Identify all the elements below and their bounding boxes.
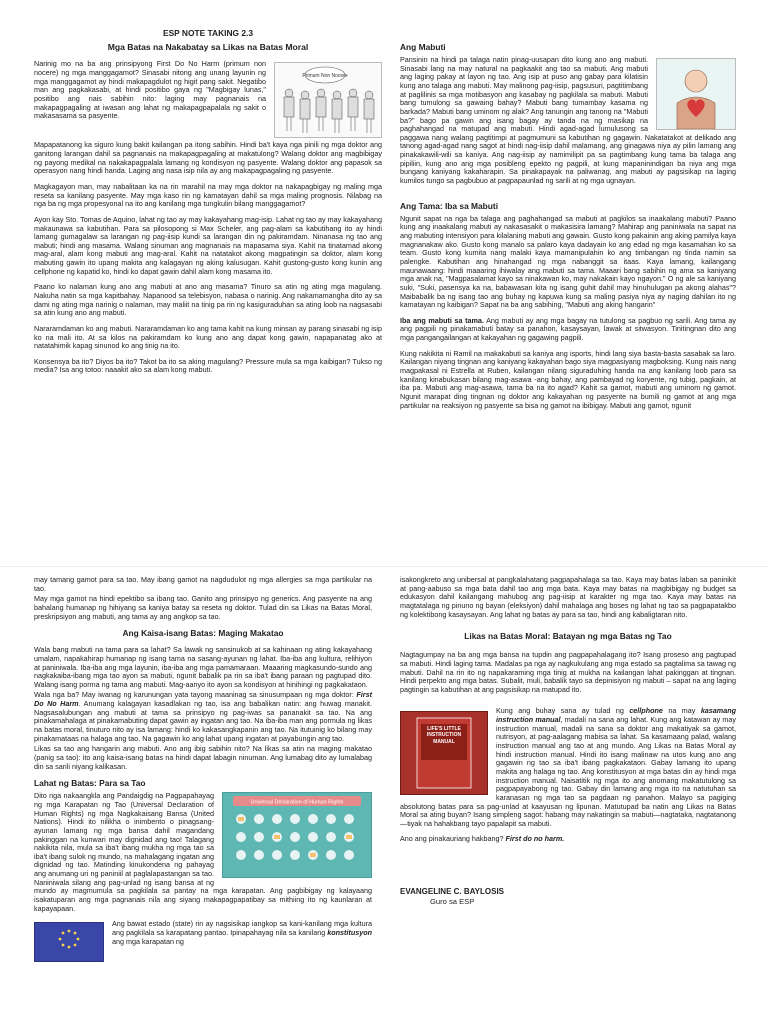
top-right-column: [400, 42, 736, 417]
doc-subtitle: Mga Batas na Nakabatay sa Likas na Batas Moral: [107, 42, 309, 53]
paragraph: Mapapatanong ka siguro kung bakit kailangan pa itong sabihin. Hindi ba't kaya nga pinili ng mga doktor ang ganitong larangan dahil sa pagnanais na makapagpagaling at makatulong? Walang doktor ang magbibigay ng payong medikal na nakakapagpalala lamang ng kondisyon ng pasyente. Walang doktor ang papasok sa operasyon nang hindi handa. Laging ang nasa isip nila ay ang makapagpagaling ng pasyente.: [34, 140, 382, 176]
bold-phrase: kasamang instruction manual: [496, 706, 736, 725]
udhr-infographic: [223, 793, 371, 877]
cartoon-image: [274, 62, 382, 138]
paragraph: Ayon kay Sto. Tomas de Aquino, lahat ng tao ay may kakayahang mag-isip. Lahat ng tao ay may kakayahang makaunawa sa kabutihan. Para sa pilosopong si Max Scheler, ang pag-alam sa kabutihang ito ay hindi lamang gumagalaw sa larangan ng pag-iisip kundi sa larangan din ng pakiramdam. Ninanasa ng tao ang mabuti; hindi ang masama. Walang sinuman ang magnanais na mapasama siya. Kahit na tinatamad akong mag-aral, alam kong mabuti ang mag-aral. Kahit na natatakot akong magpatingin sa doktor, alam kong mabuting gawin ito upang makita ang kalagayan ng aking kalusugan. Kahit gustong-gusto kong kunin ang cellphone ng kapatid ko, hindi ko dapat gawin dahil alam kong masama ito.: [34, 214, 382, 276]
bold-phrase: First do no harm.: [505, 834, 565, 844]
book-image: [400, 711, 488, 795]
paragraph-text: , madali na sana ang lahat. Kung ang katawan ay may instruction manual, madali na sana sa doktor ang makatiyak sa gamot, nutrisyon, at pag-aalagang mabisa sa lahat. Sa kasamaang palad, walang instruction manual ang tao at ang mundo. Ang Likas na Batas Moral ay hindi instruction manual. Hindi ito isang malinaw na utos kung ano ang gagawin ng tao sa iba't ibang pagkakataon. Gabay lamang ito upang makita ang halaga ng tao. Ang konstitusyon at mga batas din ay hindi mga instruction manual. Naisatitik ng mga ito ang anomang makatutulong sa pagpapayabong ng tao. Gabay din lamang ang mga ito na natutuhan sa karanasan ng mga tao sa pagdaan ng panahon. Malayo sa pagiging absolutong batas para sa pag-unlad at kaayusan ng lipunan. Matutupad ba natin ang Likas na Batas Moral sa ating buyan? Isang simpleng sagot: habang may nakatingin sa mabuti—nagtataka, nagtatanong—tiyak na hahakbang tayo papalapit sa mabuti.: [400, 715, 737, 828]
bottom-right-column: [400, 576, 736, 906]
paragraph: Nagtagumpay na ba ang mga bansa na tupdin ang pagpapahalagang ito? Isang proseso ang pagtupad sa mabuti. Hindi laging tama. Madalas pa nga ay nagkukulang ang mga estado sa pagtalima sa tawag ng mabuti. Dahil na rin ito ng napakaraming mga tinig at mukha na kailangan lahat pakinggan at tingnan. Hindi perpekto ang mga batas. Subalit, muli, babalik tayo sa depinisiyon ng mabuti – sapat na ang laging pagtingin sa kabutihan at ang pagsisikap na matupad ito.: [400, 650, 736, 694]
doc-title: ESP NOTE TAKING 2.3: [163, 28, 253, 38]
paragraph-text: . Anumang kalagayan kasadlakan ng tao, isa ang babalikan natin: ang huwag manakit. Nagsasalubungan ang mabuti at tama sa prinsipyo ng pag-iwas sa pananakit sa tao. Na ang pinakamahalaga at pinakamabuting dapat gawin ay ingatan ang tao. Na iba-iba man ang pormula ng likas na batas moral, tinuturo nito ay isa lamang: hindi ko kakasangkapanin ang tao. Na itutuinig ko bilang may pinakamataas na halaga ang tao. Na gagawin ko ang lahat upang ingatan at payabungin ang tao.: [34, 699, 372, 743]
flag-icon: [35, 923, 103, 961]
paragraph-text: Wala nga ba? May iwanag ng karunungan yata tayong maaninag sa sinusumpaan ng mga doktor:: [34, 690, 357, 700]
section-heading: Lahat ng Batas: Para sa Tao: [34, 778, 146, 789]
paragraph: [34, 691, 372, 743]
paragraph: Konsensya ba ito? Diyos ba ito? Takot ba ito sa aking magulang? Pressure mula sa mga kaibigan? Tukso ng media? Isa ang totoo: naaakit ako sa alam kong mabuti.: [34, 356, 382, 375]
author-role: Guro sa ESP: [430, 896, 475, 906]
paragraph: Magkagayon man, may nabalitaan ka na rin marahil na may mga doktor na nakapagbigay ng maling mga reseta sa kanilang pasyente. May mga kaso rin ng kamatayan dahil sa mga maling prognosis. Nilabag na nga ba ng mga propesyonal na ito ang kanilang mga tungkulin bilang manggagamot?: [34, 181, 382, 209]
paragraph: Nararamdaman ko ang mabuti. Nararamdaman ko ang tama kahit na kung minsan ay parang sinasabi ng isip ko na mali ito. At sa kilos na pakiramdam ko kung ano ang dapat kong gawin, napapanatag ako at natatahimik kapag sinunod ko ang tinig na ito.: [34, 323, 382, 351]
book-title: LIFE'S LITTLE INSTRUCTION MANUAL: [426, 726, 462, 745]
paragraph: Pansinin na hindi pa talaga natin pinag-uusapan dito kung ano ang mabuti. Sinasabi lang na may natural na pagkaakit ang tao sa mabuti. Ang mabuti ang laging pakay at layon ng tao. Ang isip at puso ang gabay para kilatisin kung ano talaga ang mabuti. May malinong pag-iisip, pagsusuri, pagtitimbang at paglilinis sa mga motibasyon ang kasabay ng pagkilala sa mabuti. Mabuti bang tumulong sa gawaing bahay? Mabuti bang tumambay kasama ng barkada? Mabuti bang uminom ng alak? Ang tanungin ang tanong na "Mabuti ba?" bago pa gawin ang isang bagay ay tanda na ng masikap na paghahangad na matupad ang mabuti. Hindi agad-agad lumulusong sa paggawa nang walang pagtitimpi at pagmumuni sa kabutihan ng gagawin. Nakatatakot at delikado ang tanong agad-agad nang sagot at hindi nag-iisip dahil malamang, ang ginagawa niya ay pilin lamang ang pinakakawili-wili sa kaniya. Ang nag-iisip ay namimilipit pa sa pagtimbang kung tama ba talaga ang pipiliin, kung ano ang mga posibleng epekto ng pagpili, at kung mapaninindigan ba niya ang mga bungang kaniyang kakaharapin. Sa pinakapayak na paliwanag, ang mabuti ay pagsisikap na laging kumilos tungo sa pagbubuo at pagpapaunlad ng sarili at ng mga ugnayan.: [400, 55, 736, 186]
doctors-illustration: [275, 63, 381, 137]
udhr-title: Universal Declaration of Human Rights: [250, 799, 344, 806]
top-left-column: [34, 28, 382, 382]
cartoon-caption: Primum Non Nocere: [302, 73, 348, 80]
paragraph-text: na may: [662, 706, 701, 716]
paragraph: Kung nakikita ni Ramil na makakabuti sa kaniya ang isports, hindi lang siya basta-basta sasabak sa laro. Kailangan niyang tingnan ang kaniyang kakayahan bago siya magpasiyang magboksing. Kung nais nang magpakasal ni Estrella at Ruben, kailangan nilang siguraduhing handa na ang kanilang loob para sa kanilang kinabukasan bilang mag-asawa -ang bahay, ang pambayad ng koryente, ng tubig, pagkain, at iba pa. Mabuti ang mag-asawa, tama ba na ito agad? Kahit sa gamot, mabuti ang uminom ng gamot. Ngunit marapat ding tingnan ng doktor ang kakayahan ng pasyente na bumili ng gamot at ang mga partikular na reaksiyon ng pasyente sa bisa ng gamot na ibibigay. Mabuti ang gamot, ngunit: [400, 348, 736, 410]
instruction-manual-book: [401, 712, 487, 794]
bold-phrase: cellphone: [629, 706, 663, 716]
paragraph: Dito nga nakaangkla ang Pandaigdig na Pagpapahayag ng mga Karapatan ng Tao (Universal Declaration of Human Rights) ng mga Nagkakaisang Bansa (United Nations). Hindi ito nilikha o inimbento o pinagsang-ayunan lamang ng mga bansa dahil magandang pakinggan na kunwari may dignidad ang tao! Talagang nakikita nila, mula sa iba't ibang mukha ng mga tao sa iba't ibang sulok ng mundo, na mahalagang ingatan ang dignidad ng tao. Matinding kinukondena ng pahayag ang anumang uri ng paniniil at paglalapastangan sa tao. Naniniwala silang ang pag-unlad ng isang bansa at ng mundo ay magmumula sa pagkilala sa pantay na mga karapatan. Ang pagbibigay ng kalayaang isakatuparan ang mga pagnanais nila ang siyang makapagpapatibay sa mithiing ito ng kaunlaran at kapayapaan.: [34, 791, 372, 913]
heart-image: [656, 58, 736, 130]
page-divider: [0, 566, 768, 567]
section-heading: Ang Tama: Iba sa Mabuti: [400, 200, 499, 211]
closing-question: [400, 835, 736, 844]
paragraph-text: Ano ang pinakauriang hakbang?: [400, 834, 506, 844]
paragraph: Paano ko nalaman kung ano ang mabuti at ano ang masama? Tinuro sa atin ng ating mga magulang. Nakuha natin sa mga kapitbahay. Napanood sa telebisyon, nabasa o narinig. Ang nakamamangha dito ay sa dami ng ating mga narinig o nalaman, may maliit na tinig pa rin ng kasiguraduhan sa ating loob na nagsasabi sa atin kung ano ang mabuti.: [34, 282, 382, 318]
paragraph: Wala bang mabuti na tama para sa lahat? Sa lawak ng sansinukob at sa kahinaan ng ating kakayahang umalam, napakahirap humanap ng isang tama na sasang-ayunan ng lahat. Iba-iba ang kultura, relihiyon at paniniwala. Iba-iba ang mga layunin, iba-iba ang mga pamamaraan. Maaaring magkasundo-sundo ang nagkakaiba-ibang mga tao ayon sa mabuti, ngunit babalik pa rin sa iba't ibang paraan ng pagtupad dito. Walang isang porma ng tama ang mabuti. Mag-aanyo ito ayon sa kondisyon at hinihingi ng pagkakataon.: [34, 645, 372, 689]
paragraph-text: Ang bawat estado (state) rin ay nagsisikap iangkop sa kani-kanilang mga kultura ang pagkilala sa karapatang pantao. Ipinapahayag nila sa kanilang: [112, 919, 372, 937]
bold-phrase: konstitusyon: [327, 927, 372, 937]
section-heading: Ang Kaisa-isang Batas: Maging Makatao: [122, 628, 284, 639]
paragraph: isakongkreto ang unibersal at pangkalahatang pagpapahalaga sa tao. Kaya may batas laban sa paninikit at pang-aabuso sa mga bata dahil tao ang mga bata. Kaya may batas na magbibigay ng budget sa edukasyon dahil kailangang mahubog ang pag-iisip at karakter ng mga tao. Kaya may batas na magtatalaga ng pinuno ng bayan (eleksiyon) dahil mahalaga ang boses ng lahat ng tao sa pagpapatakbo ng kolektibong kasaysayan. Ang lahat ng batas ay para sa tao, hindi ang kabaligtaran nito.: [400, 575, 736, 619]
bold-lead: Iba ang mabuti sa tama.: [400, 315, 484, 325]
section-heading: Ang Mabuti: [400, 42, 446, 52]
paragraph-text: Ang mabuti ay ang mga bagay na tutulong sa pagbuo ng sarili. Ang tama ay ang pagpili ng pinakamabuti batay sa panahon, kasaysayan, lawak at sitwasyon. Tinitingnan dito ang mga pangangailangan at kakayahan ng gagawing pagpili.: [400, 315, 737, 343]
un-flag-image: [34, 922, 104, 962]
intro-paragraph: Narinig mo na ba ang prinsipyong First Do No Harm (primum non nocere) ng mga manggagamot? Sinasabi nitong ang unang layunin ng mga manggagamot ay hindi makapagdulot ng higit pang sakit. Negatibo man ang pagkakasabi, at hindi positibo gaya ng "Magbigay lunas," positibo ang nais sabihin nito: laging may pagnanais na makapagpagaling at iwasan ang lahat ng makapagpapalala ng sakit o makasasama sa pasyente.: [34, 59, 266, 121]
udhr-image: [222, 792, 372, 878]
paragraph-text: Kung ang buhay sana ay tulad ng: [496, 706, 630, 716]
author-name: EVANGELINE C. BAYLOSIS: [400, 887, 505, 897]
paragraph: Likas sa tao ang hangarin ang mabuti. Ano ang ibig sabihin nito? Na likas sa atin na maging makatao (panig sa tao): ito ang kaisa-isang batas na hindi dapat labagin ninuman. Ang lumabag dito ay lumalabag din sa sarili niyang kalikasan.: [34, 744, 372, 771]
paragraph: may tamang gamot para sa tao. May ibang gamot na nagdudulot ng mga allergies sa mga partikular na tao.: [34, 575, 372, 593]
section-heading: Likas na Batas Moral: Batayan ng mga Batas ng Tao: [464, 631, 672, 642]
bold-phrase: First Do No Harm: [34, 690, 372, 709]
paragraph: Ngunit sapat na nga ba talaga ang paghahangad sa mabuti at pagkilos sa inaakalang mabuti? Paano kung ang inaakalang mabuti ay nakasasakit o makasisira lamang? Mahirap ang paniniwala na sapat na ang mabuting intensiyon para kilalaning mabuti ang gawain. Gusto kong pakainin ang aking pamilya kaya magnanakaw ako. Gusto kong manalo sa palaro kaya dadayain ko ang edad ng mga kasamahan ko sa team. Gusto kong kumita nang malaki kaya mamanipulahin ko ang timbangan ng tinda namin sa palengke. Kabutihan ang hinahangad ng mga nabanggit sa itaas. Kaya lamang, kailangang maunawaang: hindi maaaring ihiwalay ang mabuti sa tama. Maaari bang sabihin ng ama sa kaniyang mga anak na, "Magpasalamat kayo sa ninakawan ko, may nakakain kayo ngayon." O ng ale sa kaniyang suki, "Suki, pasensya ka na, babawasan kita ng isang guhit dahil may hinuhulugan pa akong alahas"? Maibabalik ba ng isang tao ang buhay ng kapuwa kung sa maling pasiya niya ay naging dahilan ito ng kamatayan ng kaibigan? Sapat na ba ang sabihing, "Mabuti ang aking hangarin": [400, 213, 736, 310]
paragraph-text: ang mga karapatan ng: [112, 936, 184, 946]
heart-hand-illustration: [657, 59, 735, 129]
bottom-left-column: [34, 576, 372, 965]
paragraph: May mga gamot na hindi epektibo sa ibang tao. Ganito ang prinsipyo ng generics. Ang pasyente na ang bahalang humanap ng hihiyang sa kaniya batay sa reseta ng doktor. Tulad din sa Likas na Batas Moral, preskripsiyon ang mabuti, ang tama ay ang angkop sa tao.: [34, 594, 372, 621]
paragraph: [400, 317, 736, 343]
